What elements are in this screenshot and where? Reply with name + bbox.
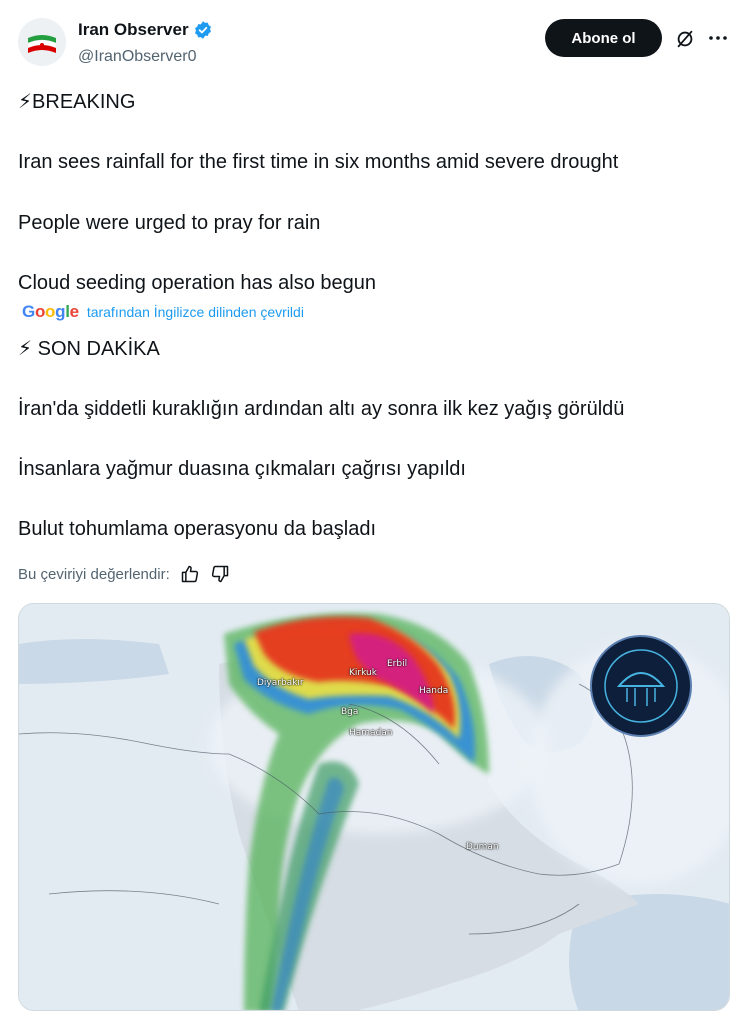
weather-map-image[interactable]	[18, 603, 730, 1011]
thumbs-down-icon[interactable]	[210, 564, 230, 584]
display-name[interactable]: Iran Observer	[78, 20, 189, 39]
post-line-cloud-seeding: Cloud seeding operation has also begun	[18, 272, 377, 294]
translated-by-text[interactable]: tarafından İngilizce dilinden çevrildi	[86, 304, 304, 320]
translated-line-cloud-seeding: Bulut tohumlama operasyonu da başladı	[18, 518, 377, 540]
map-label-diyarbakir: Diyarbakır	[257, 678, 304, 688]
handle[interactable]: @IranObserver0	[78, 48, 197, 65]
thumbs-up-icon[interactable]	[180, 564, 200, 584]
map-label-bga: Bğa	[341, 707, 359, 717]
map-label-handa: Handa	[419, 686, 449, 696]
iran-flag-avatar-icon[interactable]	[18, 18, 66, 66]
name-row	[78, 20, 213, 40]
rate-translation	[18, 563, 230, 585]
post-line-pray: People were urged to pray for rain	[18, 212, 321, 234]
verified-badge-icon	[193, 20, 213, 40]
translated-line-headline: İran'da şiddetli kuraklığın ardından altı ay sonra ilk kez yağış görüldü	[18, 398, 625, 420]
map-label-kirkuk: Kirkuk	[349, 668, 377, 678]
grok-icon[interactable]	[674, 28, 696, 50]
more-icon[interactable]	[706, 26, 730, 50]
translated-line-son-dakika: ⚡ SON DAKİKA	[18, 338, 160, 360]
post-header	[18, 14, 732, 74]
map-label-hamadan: Hamadan	[349, 728, 393, 738]
map-label-duman: Duman	[466, 842, 499, 852]
rate-translation-label: Bu çeviriyi değerlendir:	[18, 565, 170, 583]
google-logo: Google	[22, 302, 79, 321]
post-line-breaking: ⚡BREAKING	[18, 91, 136, 113]
map-label-erbil: Erbil	[387, 659, 408, 669]
translation-attribution[interactable]	[22, 302, 304, 322]
translated-line-pray: İnsanlara yağmur duasına çıkmaları çağrısı yapıldı	[18, 458, 466, 480]
follow-button[interactable]: Abone ol	[545, 19, 662, 57]
weather-map-graphic	[19, 604, 730, 1011]
post-line-headline: Iran sees rainfall for the first time in six months amid severe drought	[18, 151, 619, 173]
